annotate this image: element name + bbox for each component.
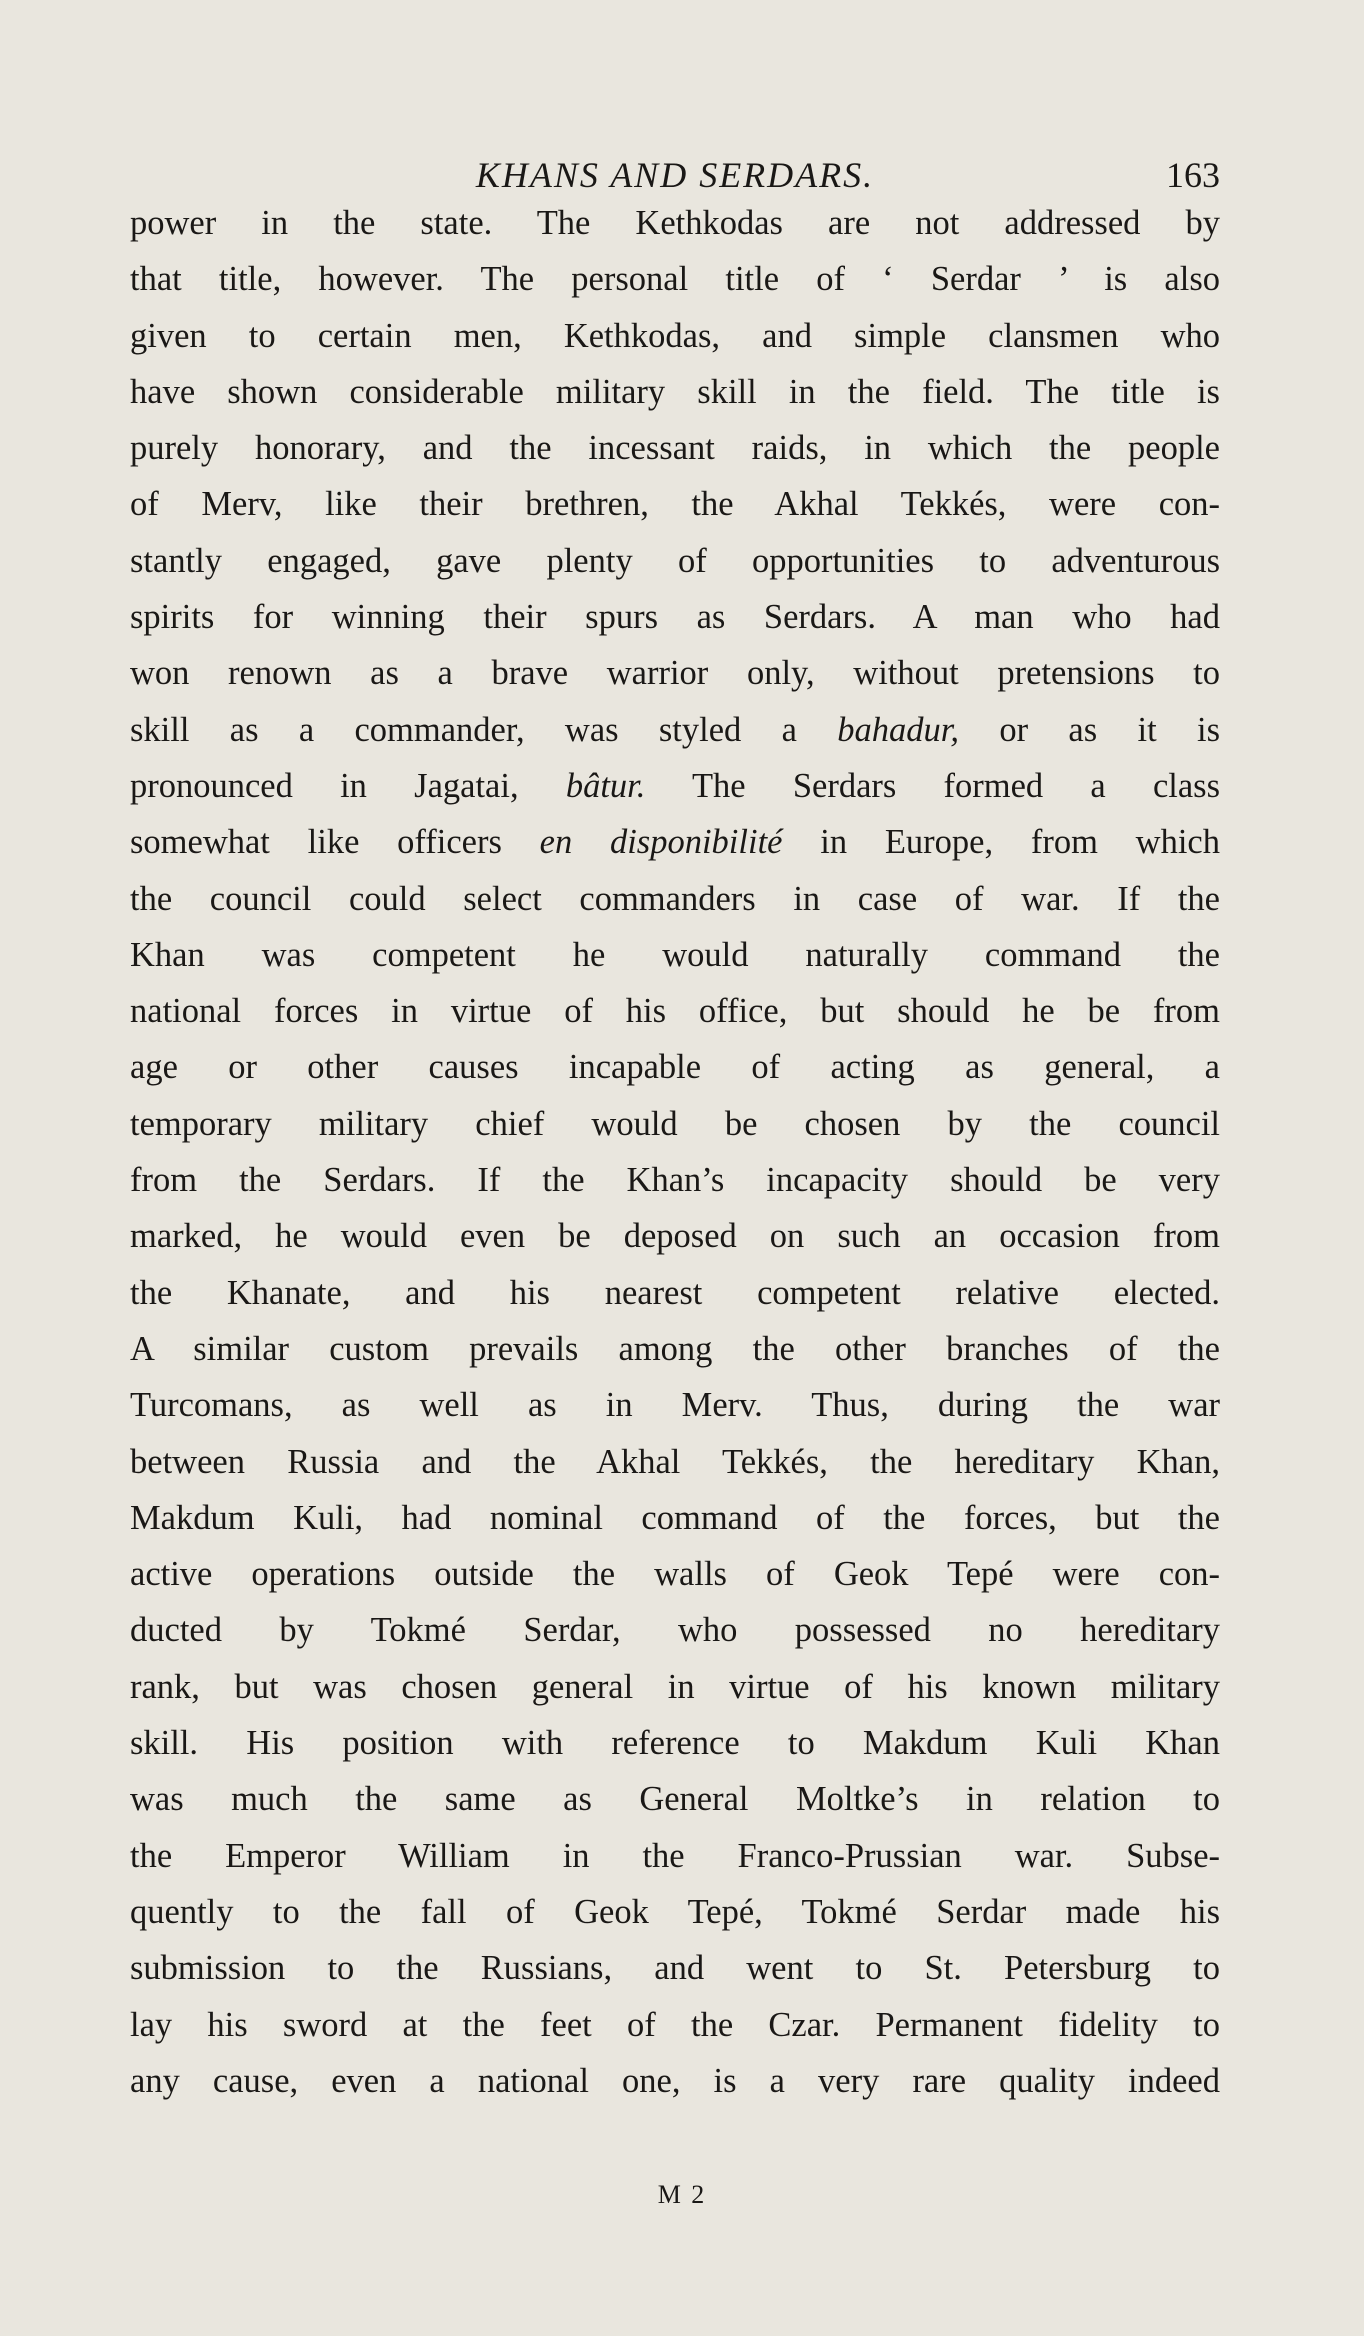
- text-segment: lay his sword at the feet of the Czar. Permanent fidelity to: [130, 2005, 1220, 2044]
- text-segment: given to certain men, Kethkodas, and simple clansmen who: [130, 316, 1220, 355]
- text-line: [130, 1884, 1220, 1940]
- text-segment: of Merv, like their brethren, the Akhal Tekkés, were con-: [130, 485, 1220, 524]
- text-line: [130, 1997, 1220, 2053]
- signature-mark: M 2: [657, 2180, 707, 2209]
- text-line: [130, 1265, 1220, 1321]
- text-segment: any cause, even a national one, is a very rare quality indeed: [130, 2061, 1220, 2100]
- text-segment: marked, he would even be deposed on such an occasion from: [130, 1217, 1220, 1256]
- text-segment: active operations outside the walls of Geok Tepé were con-: [130, 1555, 1220, 1594]
- text-line: [130, 927, 1220, 983]
- text-line: [130, 758, 1220, 814]
- text-segment: national forces in virtue of his office, but should he be from: [130, 992, 1220, 1031]
- text-segment: A similar custom prevails among the other branches of the: [130, 1329, 1220, 1368]
- italic-term: bahadur,: [837, 710, 960, 749]
- running-head: [130, 150, 1220, 200]
- text-segment: have shown considerable military skill in the field. The title is: [130, 372, 1220, 411]
- text-line: [130, 645, 1220, 701]
- text-segment: skill as a commander, was styled a: [130, 710, 838, 749]
- text-segment: power in the state. The Kethkodas are not addressed by: [130, 204, 1220, 242]
- text-line: [130, 2053, 1220, 2109]
- text-line: [130, 1321, 1220, 1377]
- text-segment: the council could select commanders in case of war. If the: [130, 879, 1220, 918]
- text-segment: in Europe, from which: [782, 823, 1220, 862]
- text-line: [130, 1602, 1220, 1658]
- text-segment: purely honorary, and the incessant raids, in which the people: [130, 429, 1220, 468]
- text-segment: from the Serdars. If the Khan’s incapacity should be very: [130, 1161, 1220, 1200]
- text-line: [130, 476, 1220, 532]
- text-line: [130, 983, 1220, 1039]
- text-segment: submission to the Russians, and went to St. Petersburg to: [130, 1949, 1220, 1988]
- text-line: [130, 589, 1220, 645]
- text-line: [130, 814, 1220, 870]
- text-segment: or as it is: [959, 710, 1220, 749]
- body-text: [130, 195, 1220, 2109]
- text-segment: the Emperor William in the Franco-Prussian war. Subse-: [130, 1836, 1220, 1875]
- text-line: [130, 1208, 1220, 1264]
- text-line: [130, 308, 1220, 364]
- text-line: [130, 1546, 1220, 1602]
- text-segment: temporary military chief would be chosen by the council: [130, 1104, 1220, 1143]
- text-line: [130, 871, 1220, 927]
- text-segment: The Serdars formed a class: [645, 766, 1220, 805]
- text-line: [130, 251, 1220, 307]
- text-segment: skill. His position with reference to Makdum Kuli Khan: [130, 1724, 1220, 1763]
- text-line: [130, 1152, 1220, 1208]
- page-number: 163: [1166, 155, 1220, 195]
- text-segment: between Russia and the Akhal Tekkés, the hereditary Khan,: [130, 1442, 1220, 1481]
- text-segment: somewhat like officers: [130, 823, 540, 862]
- text-segment: age or other causes incapable of acting as general, a: [130, 1048, 1220, 1087]
- text-line: [130, 1434, 1220, 1490]
- text-line: [130, 1715, 1220, 1771]
- text-segment: rank, but was chosen general in virtue of his known military: [130, 1667, 1220, 1706]
- text-segment: won renown as a brave warrior only, without pretensions to: [130, 654, 1220, 693]
- text-line: [130, 1490, 1220, 1546]
- text-segment: Makdum Kuli, had nominal command of the forces, but the: [130, 1498, 1220, 1537]
- text-line: [130, 420, 1220, 476]
- text-segment: pronounced in Jagatai,: [130, 766, 566, 805]
- text-line: [130, 702, 1220, 758]
- text-segment: stantly engaged, gave plenty of opportunities to adventurous: [130, 541, 1220, 580]
- text-segment: Turcomans, as well as in Merv. Thus, during the war: [130, 1386, 1220, 1425]
- text-line: [130, 533, 1220, 589]
- text-line: [130, 1940, 1220, 1996]
- text-segment: quently to the fall of Geok Tepé, Tokmé Serdar made his: [130, 1892, 1220, 1931]
- text-line: [130, 1828, 1220, 1884]
- text-segment: the Khanate, and his nearest competent relative elected.: [130, 1273, 1220, 1312]
- italic-term: bâtur.: [565, 766, 646, 805]
- text-line: [130, 1659, 1220, 1715]
- italic-term: en disponibilité: [539, 823, 783, 862]
- text-segment: spirits for winning their spurs as Serdars. A man who had: [130, 598, 1220, 637]
- text-segment: ducted by Tokmé Serdar, who possessed no hereditary: [130, 1611, 1220, 1650]
- text-segment: that title, however. The personal title of ‘ Serdar ’ is also: [130, 260, 1220, 299]
- text-line: [130, 1096, 1220, 1152]
- text-segment: Khan was competent he would naturally command the: [130, 935, 1220, 974]
- text-line: [130, 1377, 1220, 1433]
- text-segment: was much the same as General Moltke’s in relation to: [130, 1780, 1220, 1819]
- text-line: [130, 195, 1220, 251]
- text-line: [130, 364, 1220, 420]
- text-line: [130, 1771, 1220, 1827]
- running-title: KHANS AND SERDARS.: [475, 155, 875, 195]
- text-line: [130, 1039, 1220, 1095]
